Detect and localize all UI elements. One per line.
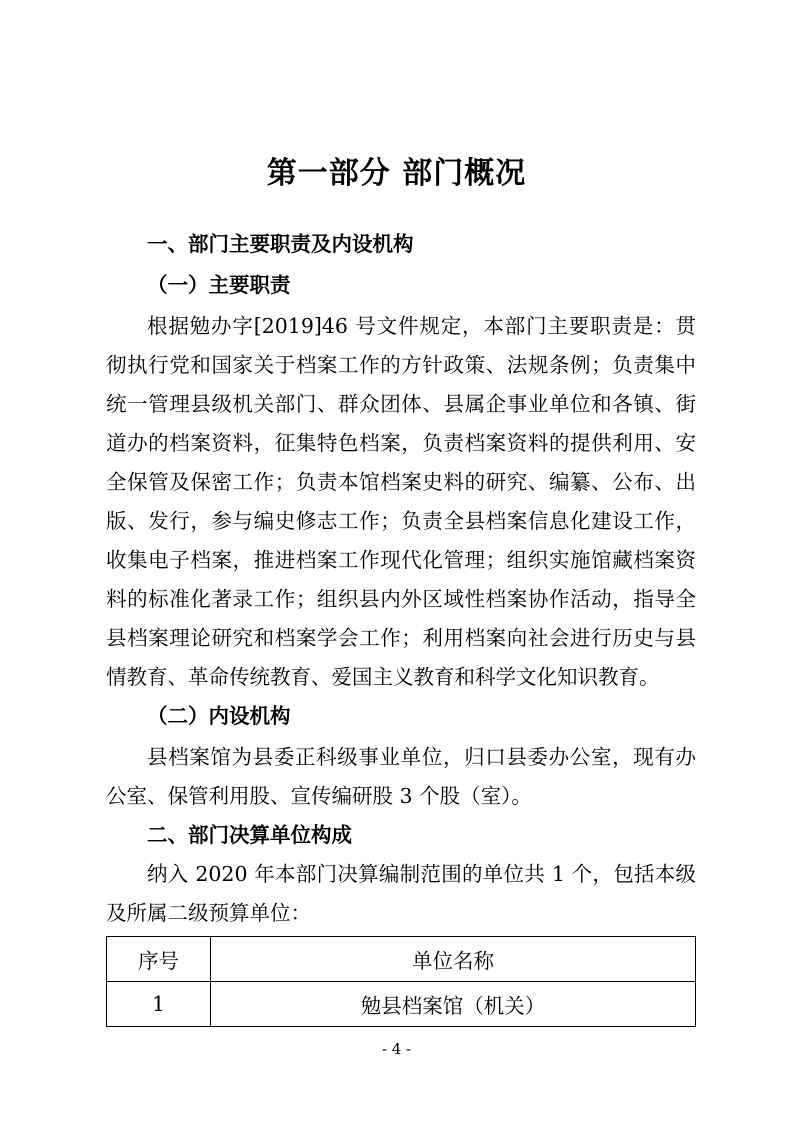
- subsection-heading-duties: （一）主要职责: [147, 273, 291, 297]
- page-number: - 4 -: [381, 1040, 412, 1058]
- table-header-cell: 序号: [107, 937, 211, 982]
- paragraph-line: 收集电子档案，推进档案工作现代化管理；组织实施馆藏档案资: [106, 548, 696, 572]
- page-title: 第一部分 部门概况: [266, 156, 527, 191]
- subsection-heading-structure: （二）内设机构: [147, 704, 291, 728]
- table-row: [107, 982, 696, 1027]
- paragraph-line: 情教育、革命传统教育、爱国主义教育和科学文化知识教育。: [106, 665, 660, 689]
- paragraph-line: 版、发行，参与编史修志工作；负责全县档案信息化建设工作，: [106, 509, 696, 533]
- table-cell: 1: [107, 982, 211, 1027]
- section-heading-2: 二、部门决算单位构成: [147, 823, 352, 847]
- paragraph-line: 县档案理论研究和档案学会工作；利用档案向社会进行历史与县: [106, 626, 696, 650]
- table-header-row: [107, 937, 696, 982]
- paragraph-line: 根据勉办字[2019]46 号文件规定，本部门主要职责是：贯: [147, 314, 696, 338]
- paragraph-line: 道办的档案资料，征集特色档案，负责档案资料的提供利用、安: [106, 431, 696, 455]
- section-heading-1: 一、部门主要职责及内设机构: [147, 232, 414, 256]
- paragraph-line: 统一管理县级机关部门、群众团体、县属企事业单位和各镇、街: [106, 392, 696, 416]
- paragraph-line: 纳入 2020 年本部门决算编制范围的单位共 1 个，包括本级: [147, 862, 696, 886]
- paragraph-line: 公室、保管利用股、宣传编研股 3 个股（室）。: [106, 784, 532, 808]
- budget-units-table: [106, 936, 696, 1027]
- table-header-cell: 单位名称: [211, 937, 696, 982]
- table-cell: 勉县档案馆（机关）: [211, 982, 696, 1027]
- paragraph-line: 彻执行党和国家关于档案工作的方针政策、法规条例；负责集中: [106, 353, 696, 377]
- paragraph-line: 全保管及保密工作；负责本馆档案史料的研究、编纂、公布、出: [106, 470, 696, 494]
- paragraph-line: 县档案馆为县委正科级事业单位，归口县委办公室，现有办: [147, 745, 696, 769]
- paragraph-line: 料的标准化著录工作；组织县内外区域性档案协作活动，指导全: [106, 587, 696, 611]
- paragraph-line: 及所属二级预算单位：: [106, 901, 311, 925]
